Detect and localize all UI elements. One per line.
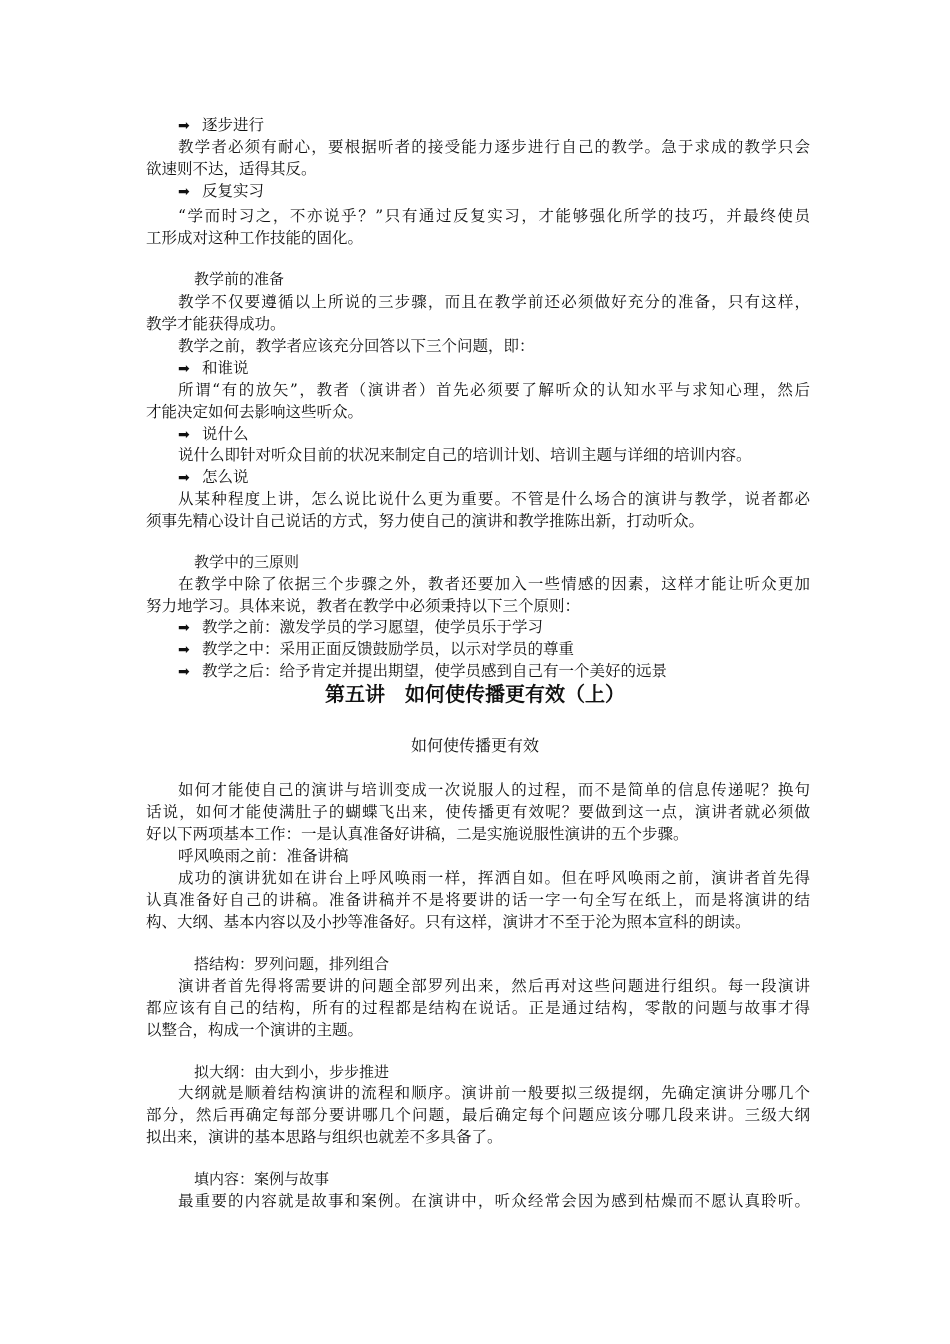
bullet-item: ➡ 和谁说 bbox=[178, 357, 810, 380]
paragraph-line: 在教学中除了依据三个步骤之外，教者还要加入一些情感的因素，这样才能让听众更加 bbox=[178, 575, 810, 593]
arrow-right-icon: ➡ bbox=[178, 620, 190, 636]
paragraph-line: 才能决定如何去影响这些听众。 bbox=[146, 403, 364, 421]
paragraph-line: 最重要的内容就是故事和案例。在演讲中，听众经常会因为感到枯燥而不愿认真聆听。 bbox=[178, 1192, 810, 1210]
paragraph-line: 呼风唤雨之前：准备讲稿 bbox=[178, 847, 349, 865]
paragraph-line: 好以下两项基本工作：一是认真准备好讲稿，二是实施说服性演讲的五个步骤。 bbox=[146, 825, 689, 843]
paragraph-line: 努力地学习。具体来说，教者在教学中必须秉持以下三个原则： bbox=[146, 597, 581, 615]
arrow-right-icon: ➡ bbox=[178, 184, 190, 200]
arrow-right-icon: ➡ bbox=[178, 642, 190, 658]
paragraph-line: 教学不仅要遵循以上所说的三步骤，而且在教学前还必须做好充分的准备，只有这样， bbox=[178, 293, 810, 311]
paragraph-line: 教学之前，教学者应该充分回答以下三个问题，即： bbox=[178, 337, 535, 355]
paragraph-line: 说什么即针对听众目前的状况来制定自己的培训计划、培训主题与详细的培训内容。 bbox=[178, 446, 752, 464]
paragraph-line: 成功的演讲犹如在讲台上呼风唤雨一样，挥洒自如。但在呼风唤雨之前，演讲者首先得 bbox=[178, 869, 810, 887]
section-heading: 拟大纲：由大到小，步步推进 bbox=[194, 1063, 390, 1081]
chapter-subtitle: 如何使传播更有效 bbox=[410, 736, 539, 755]
paragraph-line: 教学才能获得成功。 bbox=[146, 315, 286, 333]
bullet-item: ➡ 反复实习 bbox=[178, 180, 810, 203]
section-heading: 搭结构：罗列问题，排列组合 bbox=[194, 955, 390, 973]
paragraph-line: 构、大纲、基本内容以及小抄等准备好。只有这样，演讲才不至于沦为照本宣科的朗读。 bbox=[146, 913, 751, 931]
arrow-right-icon: ➡ bbox=[178, 427, 190, 443]
paragraph-line: 拟出来，演讲的基本思路与组织也就差不多具备了。 bbox=[146, 1128, 503, 1146]
paragraph-line: 所谓“有的放矢”，教者（演讲者）首先必须要了解听众的认知水平与求知心理，然后 bbox=[178, 381, 810, 399]
section-heading: 填内容：案例与故事 bbox=[194, 1170, 330, 1188]
section-heading: 教学前的准备 bbox=[194, 270, 285, 288]
paragraph-line: 认真准备好自己的讲稿。准备讲稿并不是将要讲的话一字一句全写在纸上，而是将演讲的结 bbox=[146, 891, 810, 909]
paragraph-line: 教学者必须有耐心，要根据听者的接受能力逐步进行自己的教学。急于求成的教学只会 bbox=[178, 138, 810, 156]
bullet-item: ➡ 教学之后：给予肯定并提出期望，使学员感到自己有一个美好的远景 bbox=[178, 660, 810, 683]
arrow-right-icon: ➡ bbox=[178, 664, 190, 680]
bullet-item: ➡ 教学之中：采用正面反馈鼓励学员，以示对学员的尊重 bbox=[178, 638, 810, 661]
paragraph-line: 从某种程度上讲，怎么说比说什么更为重要。不管是什么场合的演讲与教学，说者都必 bbox=[178, 490, 810, 508]
paragraph-line: 部分，然后再确定每部分要讲哪几个问题，最后确定每个问题应该分哪几段来讲。三级大纲 bbox=[146, 1106, 810, 1124]
paragraph-line: 演讲者首先得将需要讲的问题全部罗列出来，然后再对这些问题进行组织。每一段演讲 bbox=[178, 977, 810, 995]
paragraph-line: 都应该有自己的结构，所有的过程都是结构在说话。正是通过结构，零散的问题与故事才得 bbox=[146, 999, 810, 1017]
paragraph-line: 大纲就是顺着结构演讲的流程和顺序。演讲前一般要拟三级提纲，先确定演讲分哪几个 bbox=[178, 1084, 810, 1102]
paragraph-line: 欲速则不达，适得其反。 bbox=[146, 160, 317, 178]
bullet-item: ➡ 教学之前：激发学员的学习愿望，使学员乐于学习 bbox=[178, 616, 810, 639]
bullet-item: ➡ 怎么说 bbox=[178, 466, 810, 489]
arrow-right-icon: ➡ bbox=[178, 470, 190, 486]
paragraph-line: 工形成对这种工作技能的固化。 bbox=[146, 229, 364, 247]
bullet-item: ➡ 逐步进行 bbox=[178, 114, 810, 137]
arrow-right-icon: ➡ bbox=[178, 118, 190, 134]
paragraph-line: 话说，如何才能使满肚子的蝴蝶飞出来，使传播更有效呢？要做到这一点，演讲者就必须做 bbox=[146, 803, 810, 821]
section-heading: 教学中的三原则 bbox=[194, 553, 300, 571]
paragraph-line: 以整合，构成一个演讲的主题。 bbox=[146, 1021, 364, 1039]
paragraph-line: 如何才能使自己的演讲与培训变成一次说服人的过程，而不是简单的信息传递呢？换句 bbox=[178, 781, 810, 799]
paragraph-line: 须事先精心设计自己说话的方式，努力使自己的演讲和教学推陈出新，打动听众。 bbox=[146, 512, 705, 530]
paragraph-line: “学而时习之，不亦说乎？”只有通过反复实习，才能够强化所学的技巧，并最终使员 bbox=[178, 207, 810, 225]
bullet-item: ➡ 说什么 bbox=[178, 423, 810, 446]
chapter-title: 第五讲 如何使传播更有效（上） bbox=[325, 682, 625, 706]
arrow-right-icon: ➡ bbox=[178, 361, 190, 377]
